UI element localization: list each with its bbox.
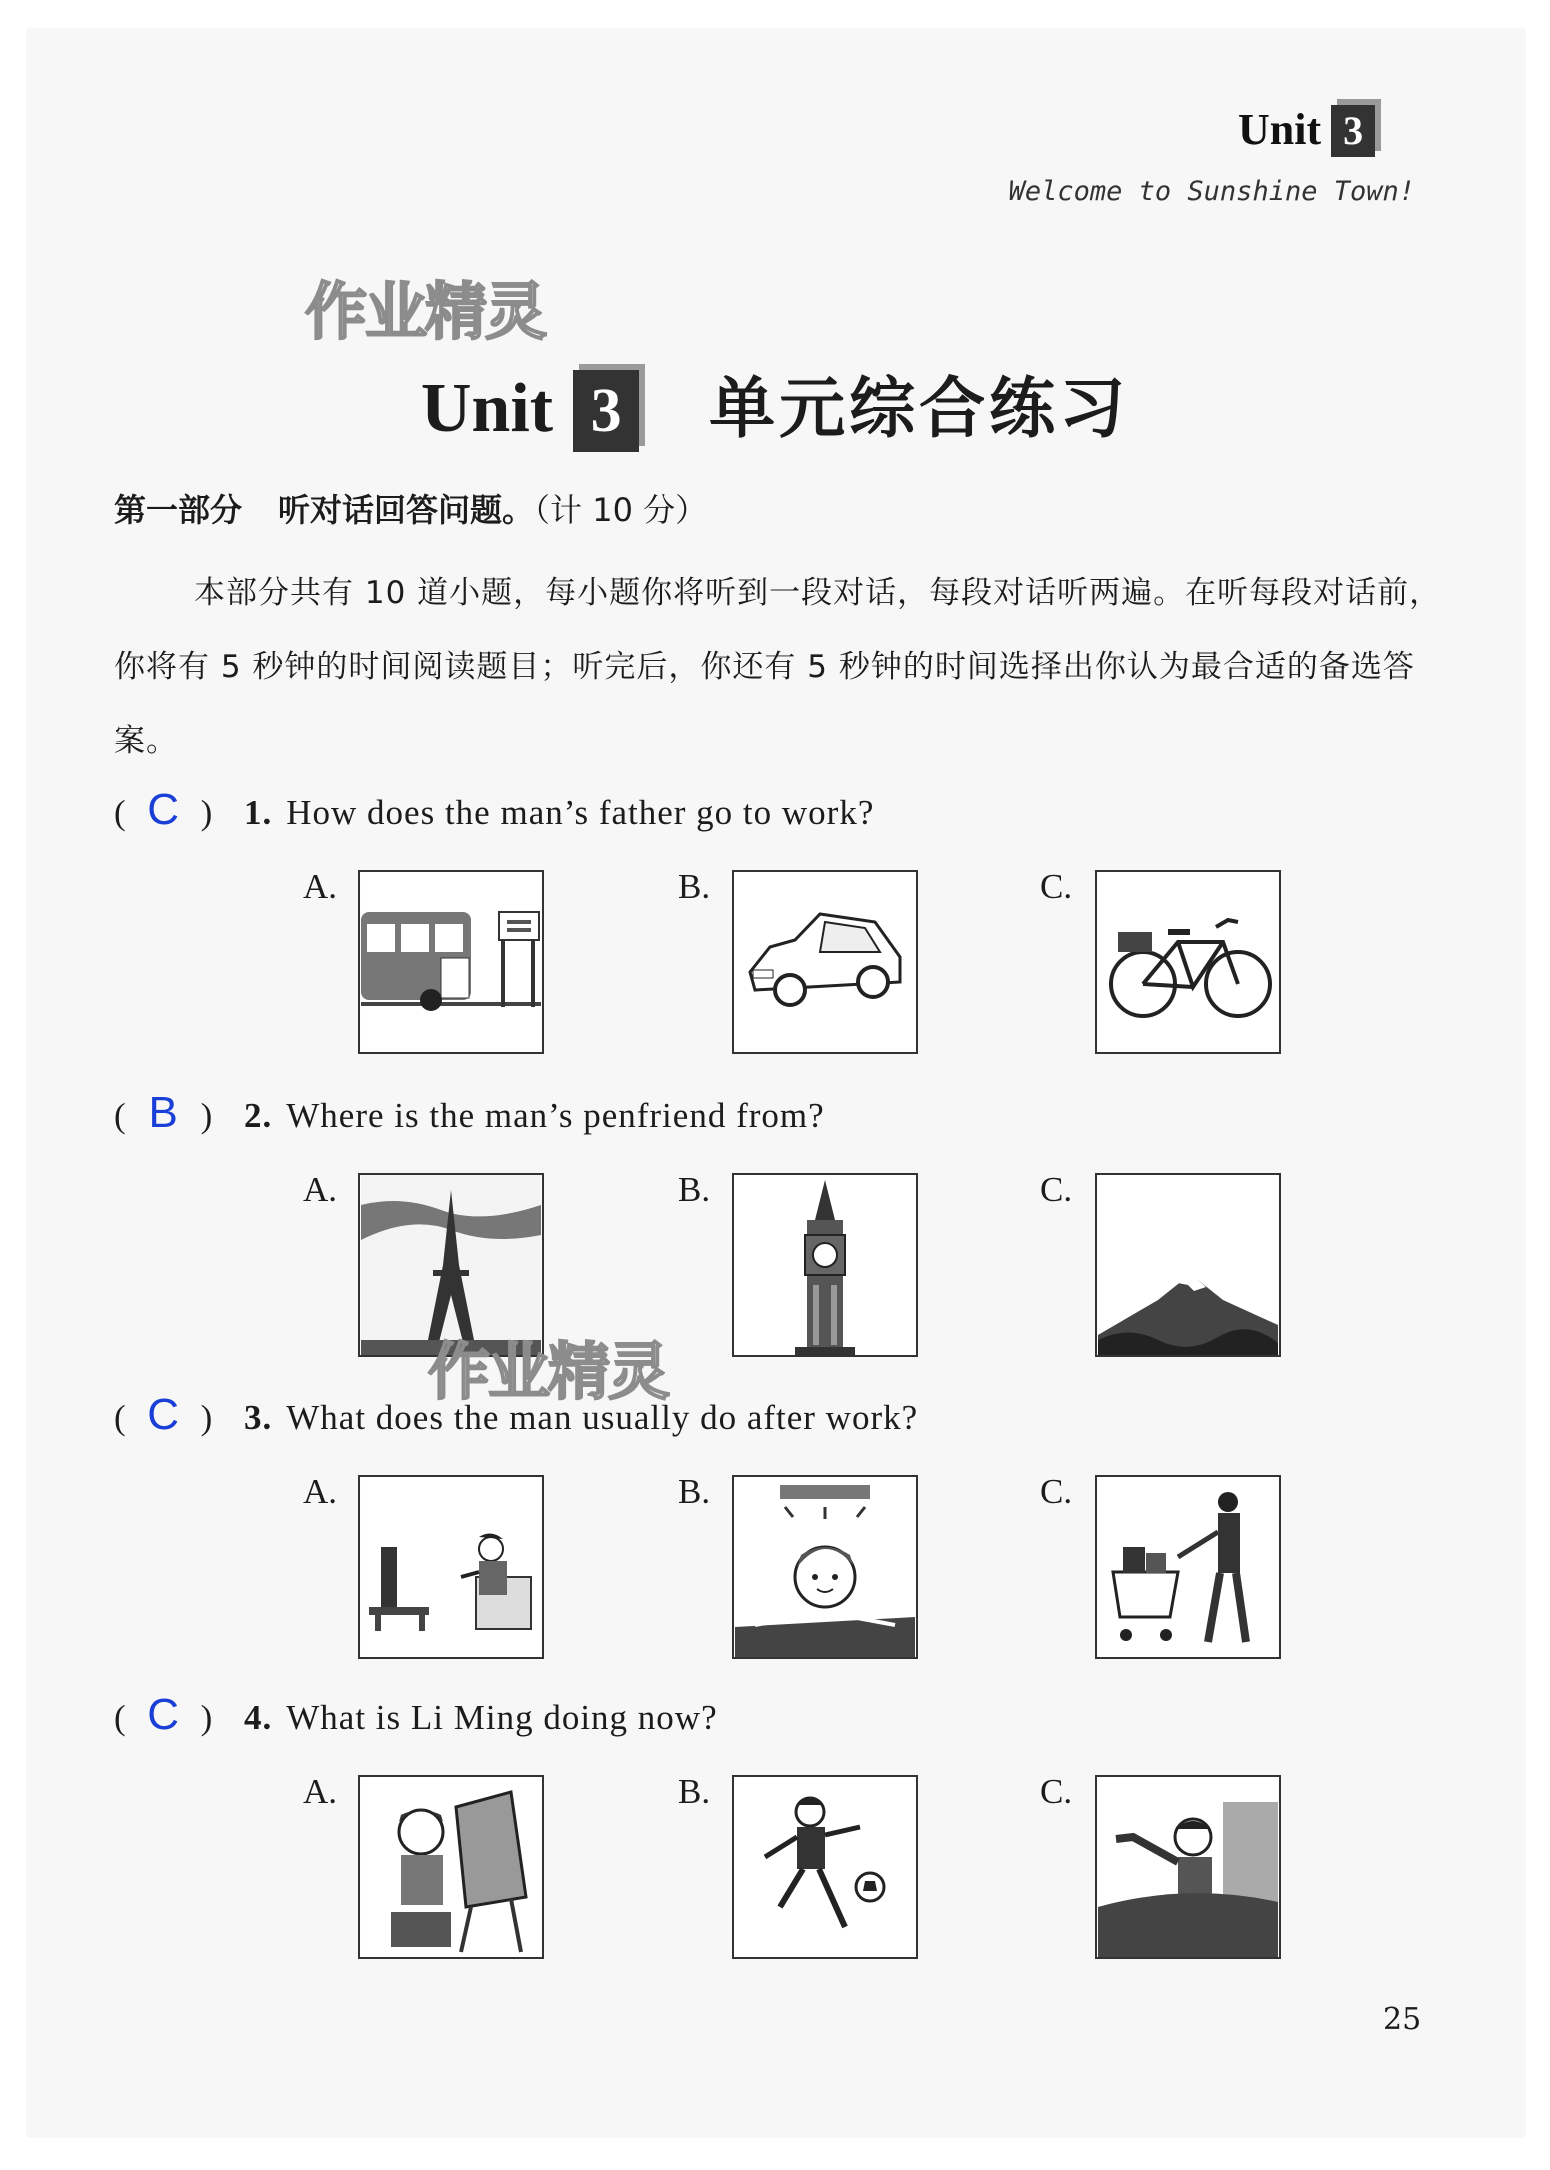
running-header-subtitle: Welcome to Sunshine Town!	[1008, 176, 1415, 207]
option-label: A.	[303, 1170, 338, 1209]
question-number: 1.	[244, 793, 273, 832]
section-title: 听对话回答问题。	[278, 491, 535, 529]
question-number: 2.	[244, 1096, 273, 1135]
painting-picture	[358, 1775, 544, 1959]
option-label: C.	[1040, 867, 1073, 906]
answer-choice: B	[148, 1088, 179, 1137]
question-text: Where is the man’s penfriend from?	[286, 1096, 825, 1135]
watermark: 作业精灵	[428, 1335, 669, 1408]
question-text: What does the man usually do after work?	[286, 1398, 919, 1437]
watermark: 作业精灵	[305, 275, 546, 348]
unit-number-badge: 3	[1331, 105, 1375, 157]
answer-bracket-close: )	[200, 1398, 214, 1437]
answer-bracket-open: (	[114, 1398, 127, 1437]
title-unit-number: 3	[573, 370, 639, 452]
shopping-picture	[1095, 1475, 1281, 1659]
question-4	[114, 1690, 718, 1740]
instructions: 本部分共有 10 道小题，每小题你将听到一段对话，每段对话听两遍。在听每段对话前，你将有 5 秒钟的时间阅读题目；听完后，你还有 5 秒钟的时间选择出你认为最合适的备选答案。	[114, 575, 1442, 759]
question-number: 4.	[244, 1698, 273, 1737]
big-ben-picture	[732, 1173, 918, 1357]
page-number: 25	[1383, 2002, 1422, 2037]
option-label: A.	[303, 1772, 338, 1811]
answer-bracket-open: (	[114, 1698, 127, 1737]
question-number: 3.	[244, 1398, 273, 1437]
title-unit-label: Unit	[420, 370, 554, 447]
car-picture	[732, 870, 918, 1054]
section-label: 第一部分	[114, 491, 243, 529]
option-label: C.	[1040, 1170, 1073, 1209]
option-label: A.	[303, 1472, 338, 1511]
option-label: B.	[678, 1772, 711, 1811]
option-label: B.	[678, 1472, 711, 1511]
page-title	[0, 355, 1550, 452]
option-label: B.	[678, 867, 711, 906]
option-label: C.	[1040, 1472, 1073, 1511]
mount-fuji-picture	[1095, 1173, 1281, 1357]
bus-stop-picture	[358, 870, 544, 1054]
title-chinese: 单元综合练习	[709, 370, 1130, 447]
answer-bracket-close: )	[200, 1698, 214, 1737]
option-label: B.	[678, 1170, 711, 1209]
answer-choice: C	[147, 1390, 181, 1439]
answer-bracket-close: )	[200, 793, 214, 832]
option-label: A.	[303, 867, 338, 906]
section-points: （计 10 分）	[534, 491, 708, 529]
question-2	[114, 1088, 825, 1138]
bicycle-picture	[1095, 870, 1281, 1054]
getting-up-picture	[1095, 1775, 1281, 1959]
answer-choice: C	[147, 1690, 181, 1739]
option-label: C.	[1040, 1772, 1073, 1811]
section-heading	[114, 485, 707, 531]
answer-bracket-close: )	[200, 1096, 214, 1135]
question-text: What is Li Ming doing now?	[286, 1698, 718, 1737]
question-text: How does the man’s father go to work?	[286, 793, 875, 832]
playing-football-picture	[732, 1775, 918, 1959]
answer-bracket-open: (	[114, 1096, 127, 1135]
answer-bracket-open: (	[114, 793, 127, 832]
question-1	[114, 785, 874, 835]
reading-picture	[732, 1475, 918, 1659]
watching-tv-picture	[358, 1475, 544, 1659]
answer-choice: C	[147, 785, 181, 834]
running-header-unit: Unit 3	[1238, 104, 1375, 157]
